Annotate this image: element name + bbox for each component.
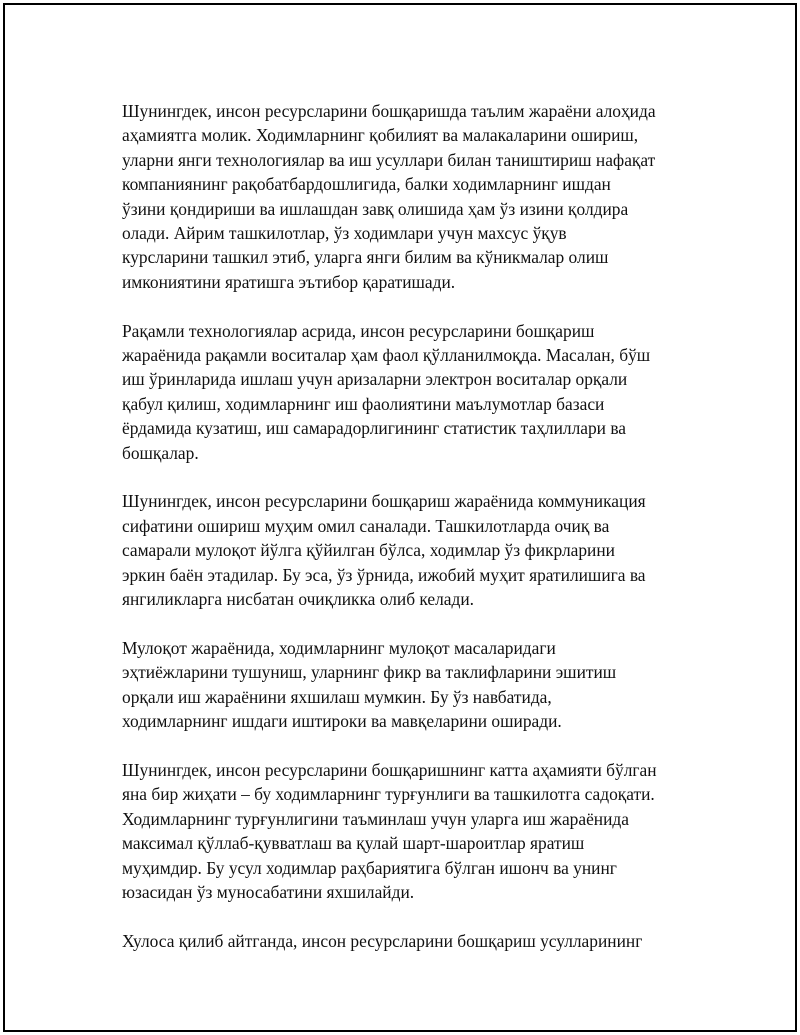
page-border	[3, 3, 797, 1032]
paragraph-digital-tools: Рақамли технологиялар асрида, инсон ресурсларини бошқариш жараёнида рақамли воситалар ҳам фаол қўлланилмоқда. Масалан, бўш иш ўринларида ишлаш учун аризаларни электрон воситалар орқали қабул қилиш, ходимларнинг иш фаолиятини маълумотлар базаси ёрдамида кузатиш, иш самарадорлигининг статистик таҳлиллари ва бошқалар.	[122, 320, 651, 463]
paragraph-dialogue: Мулоқот жараёнида, ходимларнинг мулоқот масаларидаги эҳтиёжларини тушуниш, уларнинг фикр ва таклифларини эшитиш орқали иш жараёнини яхшилаш мумкин. Бу ўз навбатида, ходимларнинг ишдаги иштироки ва мавқеларини оширади.	[122, 637, 617, 732]
paragraph-communication: Шунингдек, инсон ресурсларини бошқариш жараёнида коммуникация сифатини ошириш муҳим омил саналади. Ташкилотларда очиқ ва самарали мулоқот йўлга қўйилган бўлса, ходимлар ўз фикрларини эркин баён этадилар. Бу эса, ўз ўрнида, ижобий муҳит яратилишига ва янгиликларга нисбатан очиқликка олиб келади.	[122, 491, 646, 610]
document-body	[122, 99, 702, 978]
paragraph-retention: Шунингдек, инсон ресурсларини бошқаришнинг катта аҳамияти бўлган яна бир жиҳати – бу ходимларнинг турғунлиги ва ташкилотга садоқати. Ходимларнинг турғунлигини таъминлаш учун уларга иш жараёнида максимал қўллаб-қувватлаш ва қулай шарт-шароитлар яратиш муҳимдир. Бу усул ходимлар раҳбариятига бўлган ишонч ва унинг юзасидан ўз муносабатини яхшилайди.	[122, 759, 657, 902]
paragraph-education: Шунингдек, инсон ресурсларини бошқаришда таълим жараёни алоҳида аҳамиятга молик. Ходимларнинг қобилият ва малакаларини ошириш, уларни янги технологиялар ва иш усуллари билан таништириш нафақат компаниянинг рақобатбардошлигида, балки ходимларнинг ишдан ўзини қондириши ва ишлашдан завқ олишида ҳам ўз изини қолдира олади. Айрим ташкилотлар, ўз ходимлари учун махсус ўқув курсларини ташкил этиб, уларга янги билим ва кўникмалар олиш имкониятини яратишга эътибор қаратишади.	[122, 101, 656, 292]
paragraph-conclusion: Хулоса қилиб айтганда, инсон ресурсларини бошқариш усулларининг	[122, 930, 643, 951]
